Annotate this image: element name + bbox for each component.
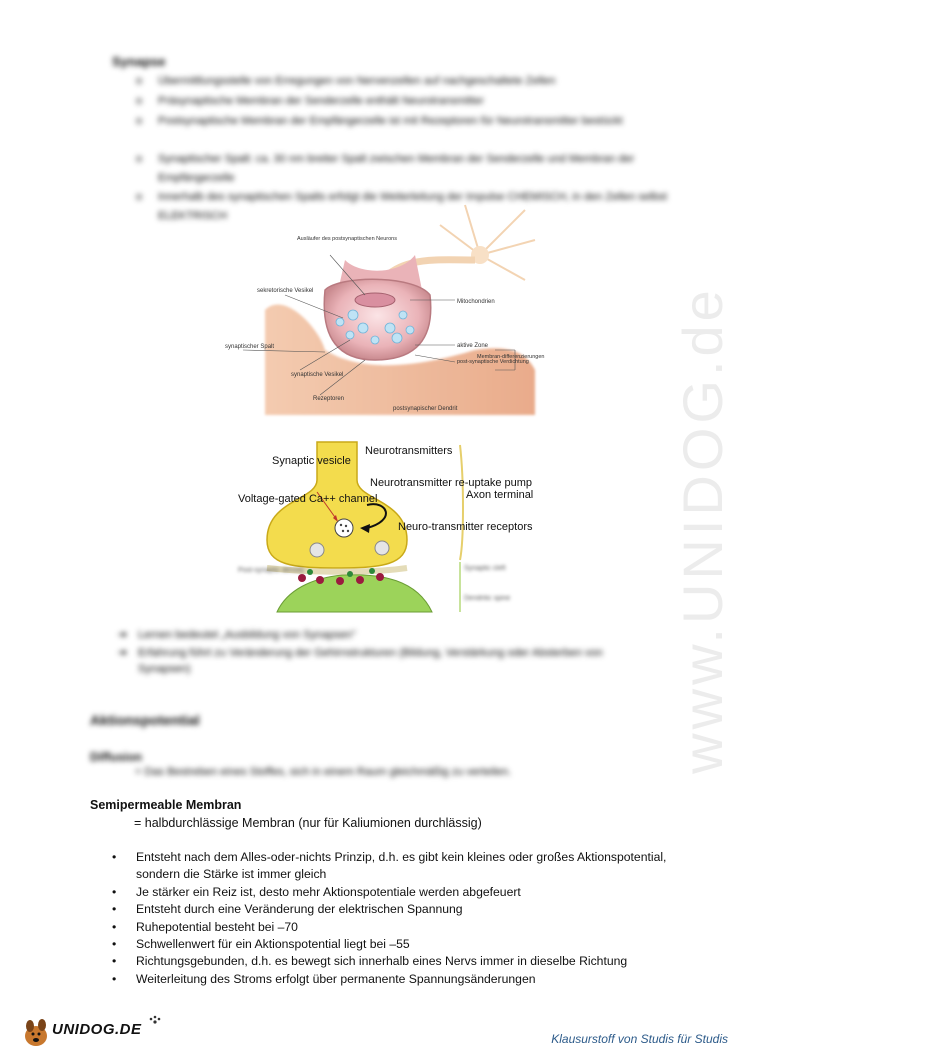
label-mito: Mitochondrien	[457, 299, 495, 305]
synapse-item: o Innerhalb des synaptischen Spalts erfolgt die Weiterleitung der Impulse CHEMISCH, in den Zellen selbst ELEKTRISCH	[136, 191, 668, 222]
label-spine: Dendritic spine	[464, 595, 511, 602]
label-gap: synaptischer Spalt	[225, 344, 275, 350]
synapse-anatomy-figure	[225, 200, 545, 425]
aktion-points	[112, 849, 672, 988]
aktion-point: • Entsteht nach dem Alles-oder-nichts Prinzip, d.h. es gibt kein kleines oder großes Aktionspotential, sondern die Stärke ist immer gleich	[112, 850, 667, 882]
label-reuptake: Neurotransmitter re-uptake pump	[370, 477, 533, 489]
diffusion-text: = Das Bestreben eines Stoffes, sich in einem Raum gleichmäßig zu verteilen.	[135, 766, 512, 778]
synapse-heading: Synapse	[112, 54, 166, 69]
footer-tagline: Klausurstoff von Studis für Studis	[551, 1032, 728, 1046]
aktion-heading: Aktionspotential	[90, 712, 200, 728]
synapse-item: o Postsynaptische Membran der Empfängerzelle ist mit Rezeptoren für Neurotransmitter bestückt	[136, 115, 623, 127]
label-axon-terminal: Axon terminal	[466, 489, 534, 501]
label-vesicle: sekretorische Vesikel	[257, 288, 314, 294]
synapse-item: o Synaptischer Spalt: ca. 30 nm breiter Spalt zwischen Membran der Senderzelle und Membran der Empfängerzelle	[136, 153, 635, 184]
label-membrane: Membran-differenzierungen	[477, 354, 545, 360]
semi-text: = halbdurchlässige Membran (nur für Kaliumionen durchlässig)	[134, 816, 482, 830]
label-density: post-synaptische Verdichtung	[457, 359, 529, 365]
learning-item: ➔ Erfahrung führt zu Veränderung der Gehirnstrukturen (Bildung, Verstärkung oder Absterben von Synapsen)	[118, 647, 603, 675]
label-post-density: Post-synaptic density	[238, 567, 305, 574]
aktion-point: • Richtungsgebunden, d.h. es bewegt sich innerhalb eines Nervs immer in dieselbe Richtung	[112, 954, 628, 969]
label-synvesicle: synaptische Vesikel	[291, 372, 344, 378]
label-top: Ausläufer des postsynaptischen Neurons	[297, 236, 397, 242]
aktion-point: • Entsteht durch eine Veränderung der elektrischen Spannung	[112, 902, 463, 917]
label-synaptic-vesicle: Synaptic vesicle	[272, 455, 351, 467]
watermark: www.UNIDOG.de	[670, 286, 734, 774]
diffusion-heading: Diffusion	[90, 750, 142, 764]
label-cleft: Synaptic cleft	[464, 565, 506, 572]
logo-text: UNIDOG.DE	[52, 1021, 142, 1038]
aktion-point: • Schwellenwert für ein Aktionspotential liegt bei –55	[112, 937, 410, 952]
label-neurotransmitters: Neurotransmitters	[365, 445, 453, 457]
semi-heading: Semipermeable Membran	[90, 798, 242, 812]
aktion-point: • Weiterleitung des Stroms erfolgt über permanente Spannungsänderungen	[112, 971, 536, 986]
aktion-point: • Je stärker ein Reiz ist, desto mehr Aktionspotentiale werden abgefeuert	[112, 884, 521, 899]
label-receptors: Rezeptoren	[313, 396, 345, 402]
aktion-point: • Ruhepotential besteht bei –70	[112, 919, 298, 934]
synapse-item: o Präsynaptische Membran der Senderzelle enthält Neurotransmitter	[136, 95, 484, 107]
learning-item: ➔ Lernen bedeutet „Ausbildung von Synapsen"	[118, 629, 356, 641]
label-ca-channel: Voltage-gated Ca++ channel	[238, 493, 378, 505]
label-active: aktive Zone	[457, 343, 489, 349]
label-neuro-receptors: Neuro-transmitter receptors	[398, 521, 533, 533]
axon-terminal-figure	[232, 440, 534, 615]
synapse-item: o Übermittlungsstelle von Erregungen von Nervenzellen auf nachgeschaltete Zellen	[136, 75, 556, 87]
label-dendrite: postsynapischer Dendrit	[393, 406, 458, 412]
